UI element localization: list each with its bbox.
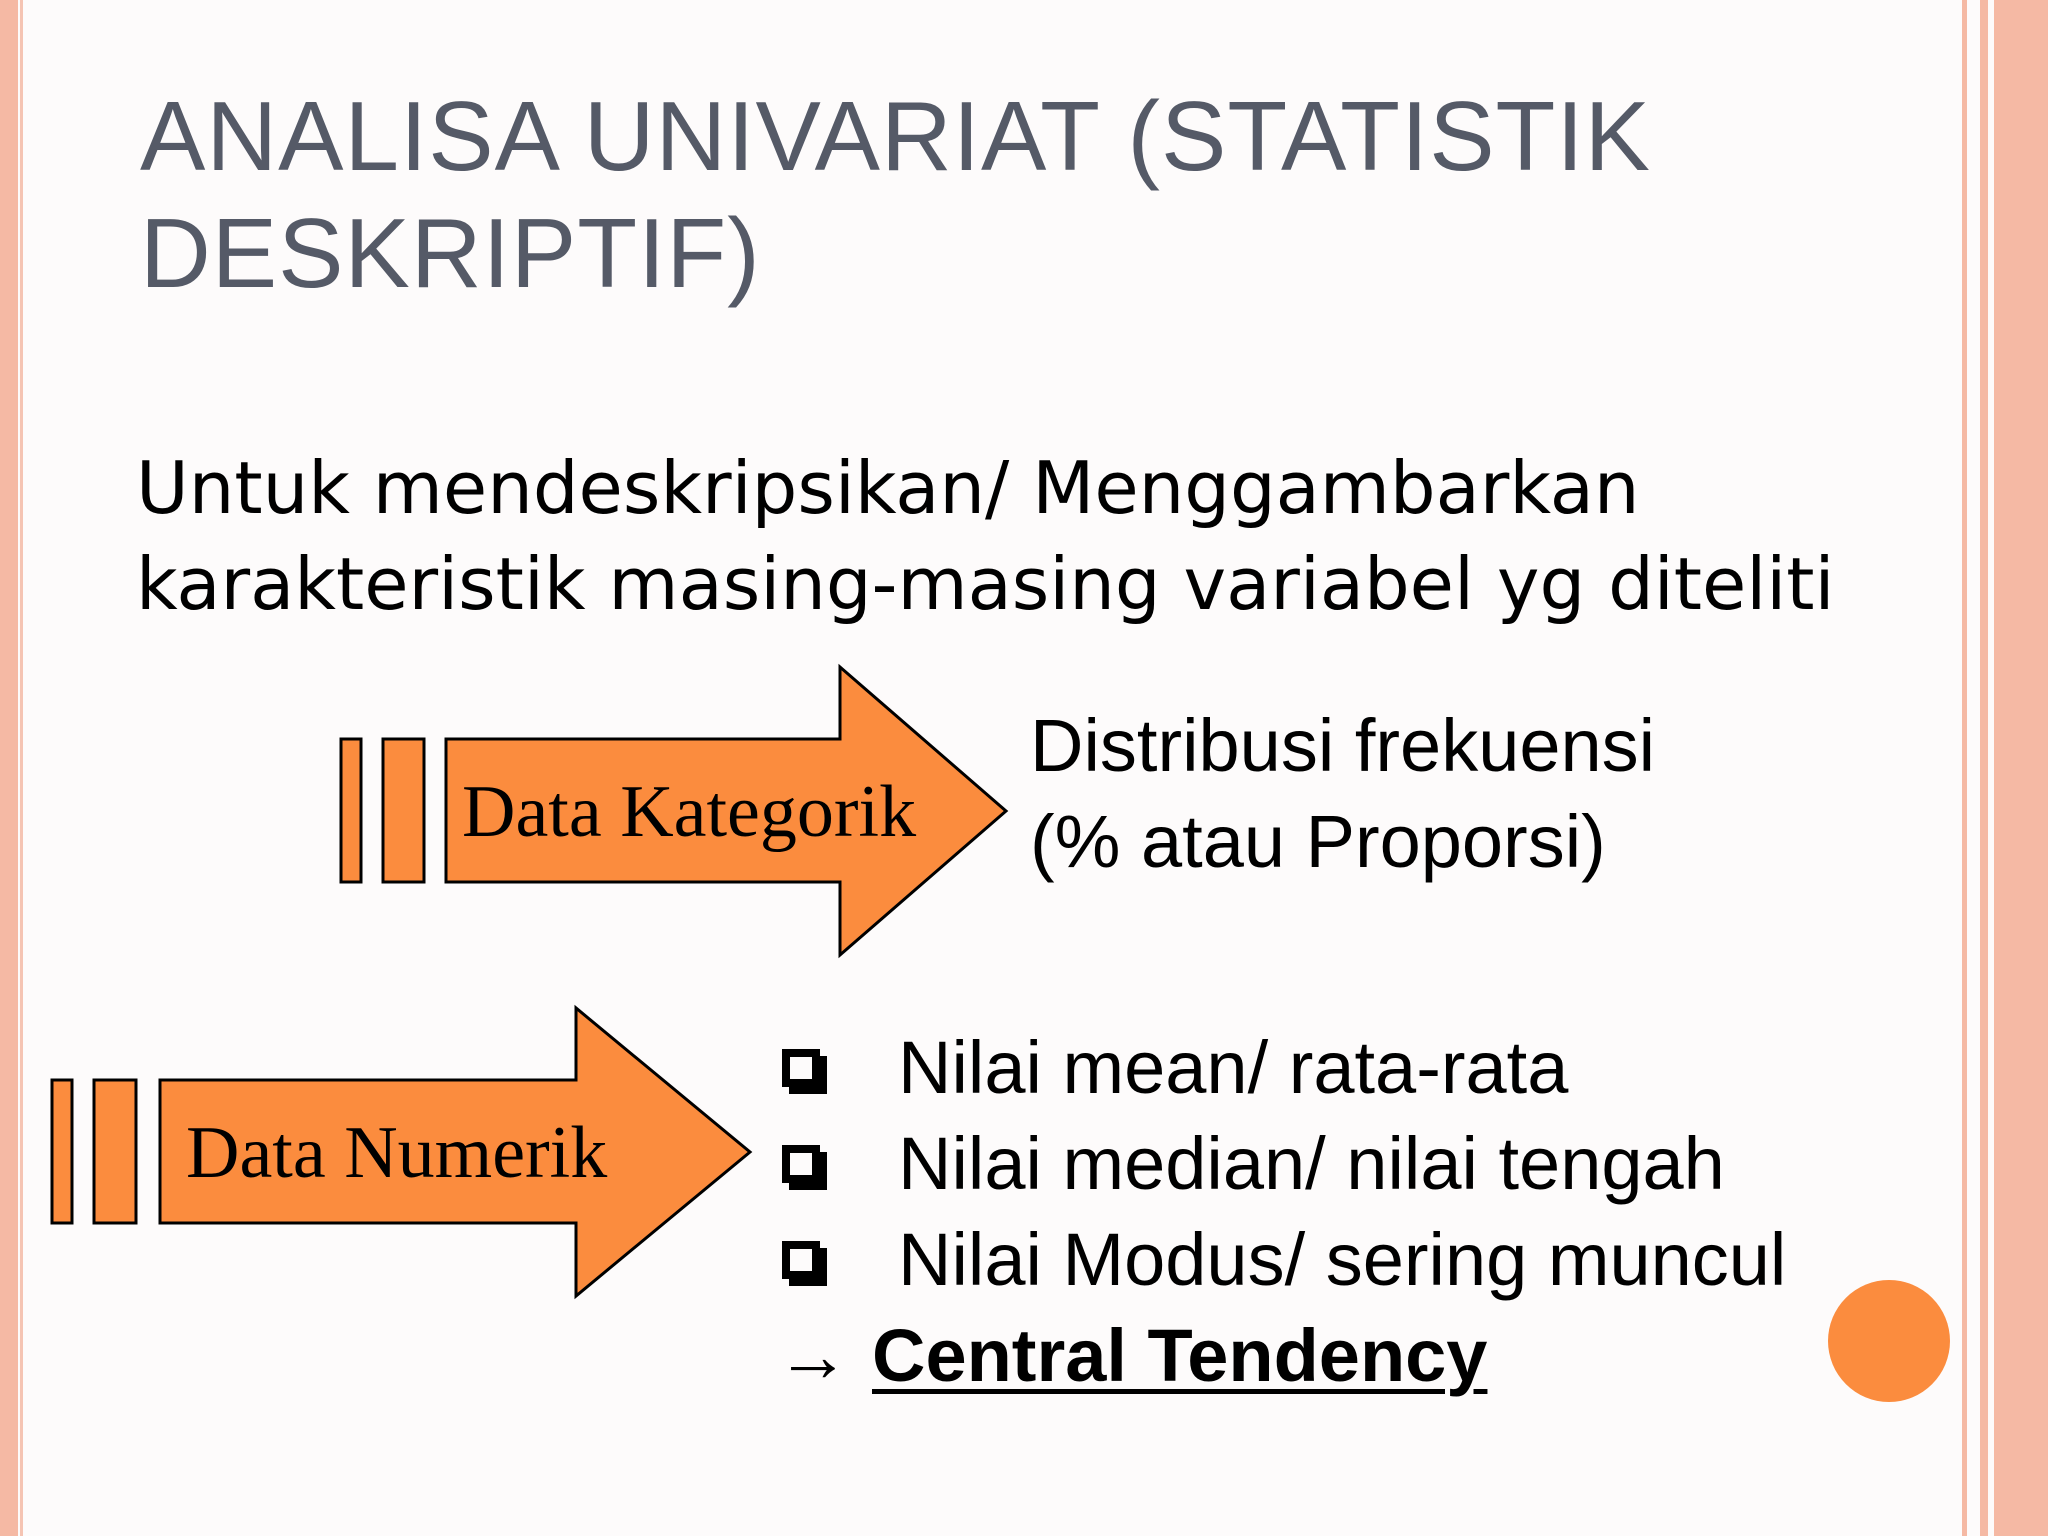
kategorik-arrow-stripe-2 bbox=[383, 739, 424, 882]
list-item-text: Nilai median/ nilai tengah bbox=[898, 1122, 1725, 1205]
list-item bbox=[776, 1212, 1786, 1308]
list-item bbox=[776, 1116, 1786, 1212]
numerik-arrow-stripe-2 bbox=[94, 1080, 136, 1223]
numerik-arrow-stripe-1 bbox=[52, 1080, 72, 1223]
kategorik-result-line-1: Distribusi frekuensi bbox=[1030, 704, 1656, 787]
kategorik-result-line-2: (% atau Proporsi) bbox=[1030, 800, 1606, 883]
list-item bbox=[776, 1020, 1786, 1116]
orange-circle-icon bbox=[1828, 1280, 1950, 1402]
central-tendency-text: Central Tendency bbox=[872, 1314, 1488, 1397]
kategorik-label: Data Kategorik bbox=[462, 771, 917, 853]
checkbox-square-icon bbox=[782, 1049, 820, 1087]
numerik-result-list bbox=[776, 1020, 1786, 1404]
title-line-2: DESKRIPTIF) bbox=[140, 198, 761, 308]
conclusion-item bbox=[776, 1308, 1786, 1404]
list-item-text: Nilai mean/ rata-rata bbox=[898, 1026, 1569, 1109]
kategorik-arrow-stripe-1 bbox=[341, 739, 361, 882]
title-line-1: ANALISA UNIVARIAT (STATISTIK bbox=[140, 81, 1652, 191]
numerik-label: Data Numerik bbox=[186, 1112, 608, 1194]
kategorik-result bbox=[1030, 698, 1655, 890]
checkbox-square-icon bbox=[782, 1241, 820, 1279]
list-item-text: Nilai Modus/ sering muncul bbox=[898, 1218, 1787, 1301]
checkbox-square-icon bbox=[782, 1145, 820, 1183]
description-line-1: Untuk mendeskripsikan/ Menggambarkan bbox=[136, 446, 1640, 530]
description-line-2: karakteristik masing-masing variabel yg diteliti bbox=[136, 542, 1835, 626]
right-arrow-icon: → bbox=[776, 1314, 850, 1397]
